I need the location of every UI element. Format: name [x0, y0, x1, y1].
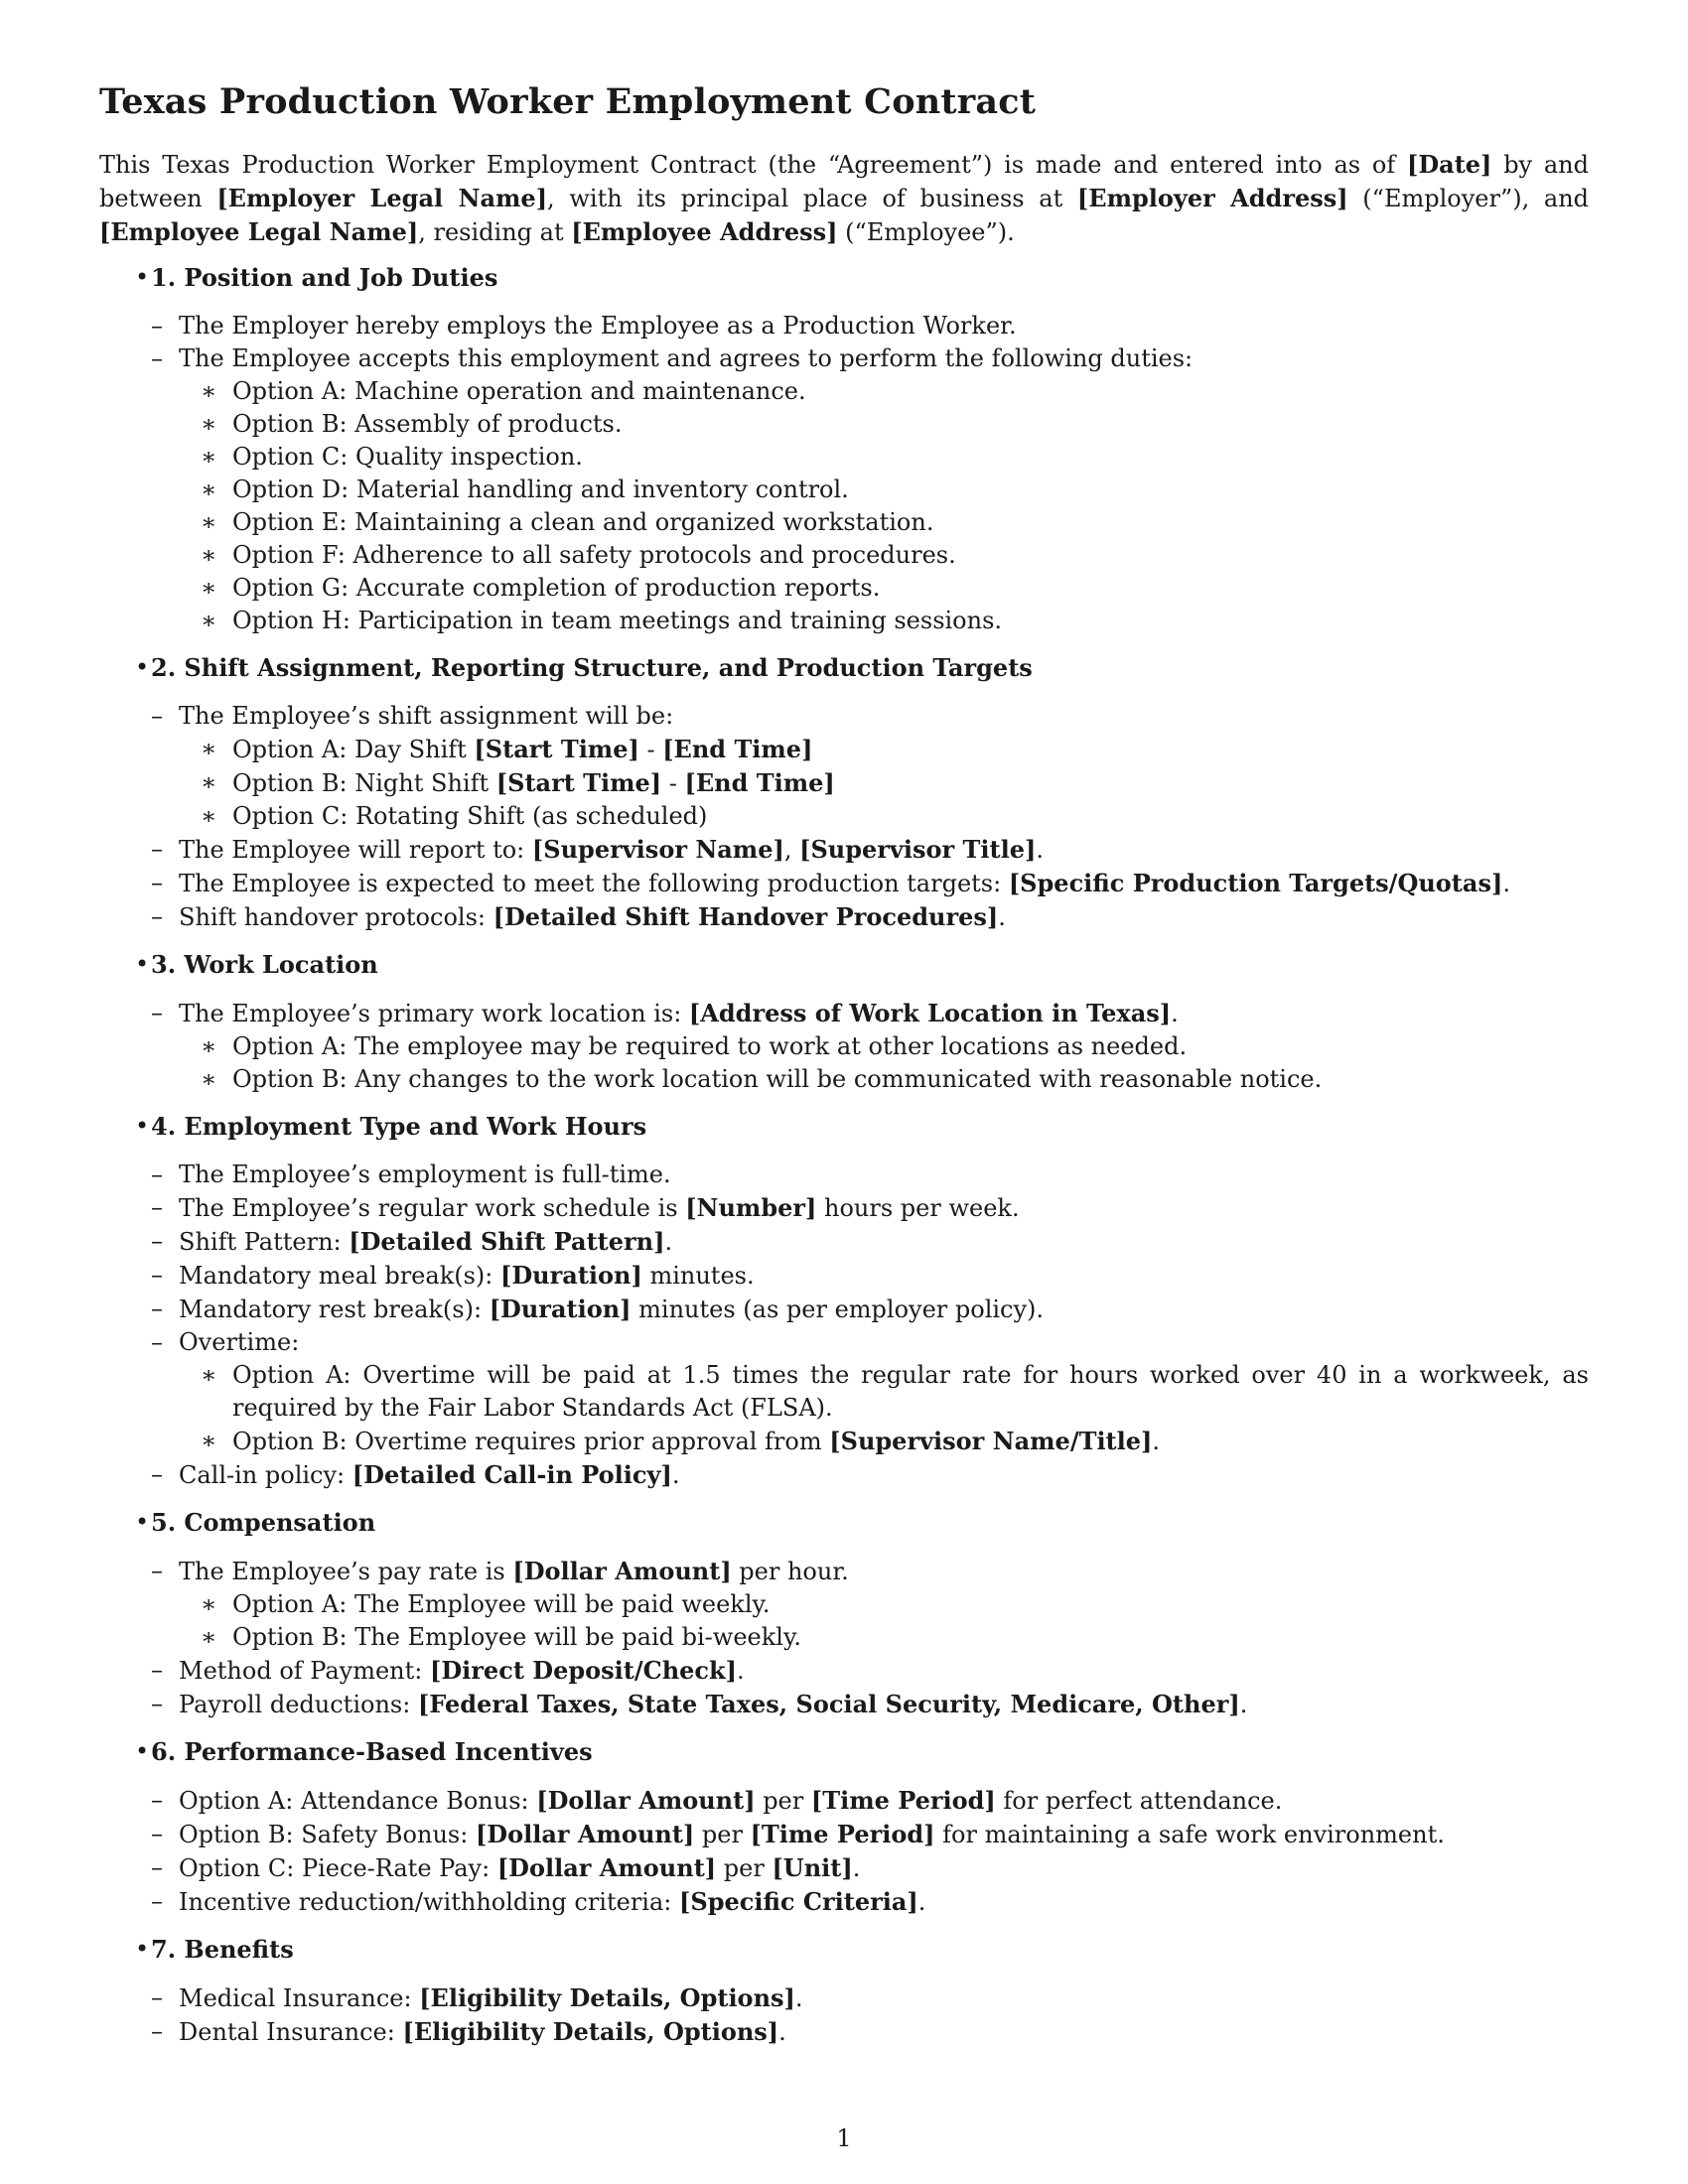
placeholder-field: [Direct Deposit/Check]	[430, 1656, 738, 1685]
option-text	[232, 1590, 771, 1618]
text-run: per	[716, 1854, 773, 1882]
text-run: The Employee’s primary work location is:	[179, 1000, 689, 1027]
option-text	[232, 574, 880, 602]
clause-item	[151, 1458, 1589, 1492]
bullet-icon: •	[135, 1737, 150, 1765]
option-list	[179, 375, 1589, 637]
option-text	[232, 1623, 801, 1651]
option-item	[179, 408, 1589, 441]
text-run: Option A: The Employee will be paid weekly.	[232, 1590, 771, 1618]
option-text	[232, 410, 623, 438]
section	[99, 1735, 1589, 1919]
option-text	[232, 443, 583, 471]
clause-text	[179, 312, 1017, 340]
dash-icon: –	[151, 902, 163, 930]
section-heading: 3. Work Location	[151, 950, 378, 979]
option-item	[179, 375, 1589, 408]
clause-list	[151, 700, 1589, 934]
bullet-icon: •	[135, 950, 150, 978]
clause-list	[151, 1555, 1589, 1721]
bullet-icon: •	[135, 263, 150, 291]
asterisk-icon: ∗	[201, 443, 217, 471]
clause-text	[179, 1888, 925, 1916]
placeholder-field: [Detailed Call-in Policy]	[352, 1460, 672, 1489]
asterisk-icon: ∗	[201, 802, 217, 830]
clause-text	[179, 836, 1044, 864]
placeholder-field: [Address of Work Location in Texas]	[688, 999, 1172, 1027]
placeholder-field: [Specific Criteria]	[679, 1887, 918, 1916]
text-run: Option C: Rotating Shift (as scheduled)	[232, 802, 708, 830]
text-run: per	[694, 1821, 751, 1848]
clause-text	[179, 1328, 299, 1356]
option-text	[232, 802, 707, 830]
text-run: -	[661, 769, 685, 797]
clause-text	[179, 1984, 803, 2012]
asterisk-icon: ∗	[201, 1623, 217, 1651]
dash-icon: –	[151, 1295, 163, 1322]
text-run: .	[1239, 1691, 1248, 1718]
asterisk-icon: ∗	[201, 1590, 217, 1618]
text-run: for perfect attendance.	[995, 1787, 1283, 1815]
clause-text	[179, 1461, 679, 1489]
clause-text	[179, 1657, 745, 1685]
dash-icon: –	[151, 1983, 163, 2011]
dash-icon: –	[151, 1887, 163, 1915]
placeholder-field: [Employee Address]	[571, 217, 838, 246]
option-item	[179, 1359, 1589, 1425]
text-run: Method of Payment:	[179, 1657, 430, 1685]
dash-icon: –	[151, 2017, 163, 2045]
clause-text	[179, 702, 673, 730]
clause-item	[151, 1293, 1589, 1326]
option-item	[179, 800, 1589, 833]
asterisk-icon: ∗	[201, 541, 217, 569]
text-run: .	[1152, 1428, 1161, 1455]
clause-text	[179, 2018, 786, 2046]
clause-item	[151, 1159, 1589, 1191]
clause-item	[151, 1555, 1589, 1654]
asterisk-icon: ∗	[201, 607, 217, 634]
dash-icon: –	[151, 1786, 163, 1814]
text-run: The Employee’s employment is full-time.	[179, 1160, 671, 1188]
bullet-icon: •	[135, 1508, 150, 1536]
asterisk-icon: ∗	[201, 410, 217, 438]
clause-text	[179, 1691, 1247, 1718]
text-run: by and between	[99, 151, 1590, 212]
text-run: Shift handover protocols:	[179, 903, 493, 931]
text-run: The Employee will report to:	[179, 836, 532, 864]
clause-item	[151, 1191, 1589, 1225]
option-text	[232, 1065, 1322, 1093]
option-text	[232, 476, 849, 503]
clause-item	[151, 2015, 1589, 2049]
text-run: Option H: Participation in team meetings and training sessions.	[232, 607, 1003, 634]
placeholder-field: [Time Period]	[750, 1820, 935, 1848]
asterisk-icon: ∗	[201, 377, 217, 405]
clause-item	[151, 1885, 1589, 1919]
text-run: The Employee is expected to meet the following production targets:	[179, 870, 1009, 897]
document-page	[99, 81, 1589, 2063]
bullet-icon: •	[135, 1935, 150, 1963]
placeholder-field: [End Time]	[662, 735, 813, 763]
option-text	[232, 607, 1002, 634]
dash-icon: –	[151, 999, 163, 1026]
option-list	[179, 1588, 1589, 1654]
option-text	[232, 508, 933, 536]
dash-icon: –	[151, 1227, 163, 1255]
option-item	[179, 733, 1589, 766]
text-run: Option A: The employee may be required to work at other locations as needed.	[232, 1032, 1188, 1060]
dash-icon: –	[151, 1328, 163, 1356]
clause-item	[151, 700, 1589, 833]
placeholder-field: [Supervisor Title]	[799, 835, 1037, 864]
clause-item	[151, 1688, 1589, 1721]
option-item	[179, 605, 1589, 637]
placeholder-field: [Eligibility Details, Options]	[402, 2017, 779, 2046]
text-run: for maintaining a safe work environment.	[934, 1821, 1445, 1848]
text-run: Option E: Maintaining a clean and organized workstation.	[232, 508, 934, 536]
option-list	[179, 733, 1589, 833]
text-run: (“Employer”), and	[1347, 185, 1590, 212]
asterisk-icon: ∗	[201, 1065, 217, 1093]
clause-item	[151, 997, 1589, 1096]
section-heading: 2. Shift Assignment, Reporting Structure, and Production Targets	[151, 653, 1033, 682]
clause-item	[151, 1654, 1589, 1688]
section	[99, 1933, 1589, 2049]
placeholder-field: [Detailed Shift Handover Procedures]	[492, 902, 999, 931]
clause-item	[151, 1851, 1589, 1885]
dash-icon: –	[151, 344, 163, 372]
option-text	[232, 736, 812, 763]
asterisk-icon: ∗	[201, 768, 217, 796]
placeholder-field: [Eligibility Details, Options]	[419, 1983, 795, 2012]
dash-icon: –	[151, 869, 163, 896]
text-run: Option A: Attendance Bonus:	[179, 1787, 537, 1815]
text-run: The Employee’s shift assignment will be:	[179, 702, 674, 730]
text-run: Option A: Day Shift	[232, 736, 475, 763]
placeholder-field: [End Time]	[684, 768, 835, 797]
dash-icon: –	[151, 1460, 163, 1488]
text-run: Mandatory rest break(s):	[179, 1296, 490, 1323]
option-text	[232, 1361, 1589, 1422]
text-run: Option D: Material handling and inventory control.	[232, 476, 849, 503]
placeholder-field: [Start Time]	[474, 735, 639, 763]
page-number: 1	[836, 2124, 852, 2152]
placeholder-field: [Specific Production Targets/Quotas]	[1008, 869, 1503, 897]
section-heading: 1. Position and Job Duties	[151, 263, 498, 292]
option-item	[179, 1588, 1589, 1621]
section-heading: 4. Employment Type and Work Hours	[151, 1112, 647, 1141]
text-run: , residing at	[418, 218, 572, 246]
clause-item	[151, 1818, 1589, 1851]
dash-icon: –	[151, 1261, 163, 1289]
section-heading: 7. Benefits	[151, 1935, 294, 1964]
clause-text	[179, 1558, 849, 1585]
text-run: hours per week.	[816, 1194, 1020, 1222]
clause-list	[151, 1981, 1589, 2049]
clause-text	[179, 1000, 1179, 1027]
text-run: minutes.	[641, 1262, 755, 1290]
placeholder-field: [Time Period]	[810, 1786, 996, 1815]
clause-list	[151, 1784, 1589, 1919]
text-run: .	[1171, 1000, 1179, 1027]
clause-item	[151, 1784, 1589, 1818]
option-item	[179, 766, 1589, 800]
dash-icon: –	[151, 1853, 163, 1881]
text-run: Dental Insurance:	[179, 2018, 403, 2046]
text-run: (“Employee”).	[837, 218, 1015, 246]
option-item	[179, 506, 1589, 539]
option-list	[179, 1359, 1589, 1458]
placeholder-field: [Employee Legal Name]	[99, 217, 419, 246]
placeholder-field: [Federal Taxes, State Taxes, Social Security, Medicare, Other]	[417, 1690, 1240, 1718]
clause-item	[151, 342, 1589, 637]
text-run: .	[917, 1888, 926, 1916]
text-run: .	[664, 1228, 673, 1256]
placeholder-field: [Duration]	[489, 1295, 632, 1323]
option-item	[179, 474, 1589, 506]
section	[99, 948, 1589, 1096]
text-run: The Employee accepts this employment and agrees to perform the following duties:	[179, 344, 1194, 372]
placeholder-field: [Dollar Amount]	[536, 1786, 756, 1815]
option-item	[179, 1621, 1589, 1654]
text-run: per hour.	[731, 1558, 849, 1585]
option-list	[179, 1030, 1589, 1096]
clause-item	[151, 867, 1589, 900]
clause-text	[179, 1821, 1445, 1848]
text-run: Option C: Quality inspection.	[232, 443, 583, 471]
bullet-icon: •	[135, 653, 150, 681]
asterisk-icon: ∗	[201, 735, 217, 762]
option-item	[179, 1425, 1589, 1458]
placeholder-field: [Duration]	[500, 1261, 642, 1290]
text-run: Option F: Adherence to all safety protocols and procedures.	[232, 541, 956, 569]
placeholder-field: [Dollar Amount]	[475, 1820, 695, 1848]
placeholder-field: [Detailed Shift Pattern]	[349, 1227, 665, 1256]
asterisk-icon: ∗	[201, 1361, 217, 1389]
option-item	[179, 1063, 1589, 1096]
text-run: Overtime:	[179, 1328, 300, 1356]
clause-item	[151, 1225, 1589, 1259]
text-run: Option C: Piece-Rate Pay:	[179, 1854, 497, 1882]
clause-text	[179, 1787, 1282, 1815]
dash-icon: –	[151, 1820, 163, 1847]
clause-item	[151, 1326, 1589, 1458]
intro-paragraph	[99, 148, 1589, 249]
clause-item	[151, 1981, 1589, 2015]
asterisk-icon: ∗	[201, 1032, 217, 1060]
option-item	[179, 572, 1589, 605]
section	[99, 1506, 1589, 1721]
clause-text	[179, 1262, 755, 1290]
option-item	[179, 441, 1589, 474]
clause-text	[179, 870, 1510, 897]
section-heading: 6. Performance-Based Incentives	[151, 1737, 593, 1766]
text-run: Option G: Accurate completion of production reports.	[232, 574, 881, 602]
placeholder-field: [Employer Address]	[1076, 184, 1348, 212]
placeholder-field: [Supervisor Name/Title]	[829, 1427, 1153, 1455]
option-item	[179, 1030, 1589, 1063]
text-run: .	[1502, 870, 1510, 897]
placeholder-field: [Date]	[1406, 150, 1492, 179]
text-run: .	[852, 1854, 861, 1882]
dash-icon: –	[151, 1690, 163, 1717]
asterisk-icon: ∗	[201, 1427, 217, 1454]
section	[99, 1110, 1589, 1492]
placeholder-field: [Number]	[685, 1193, 817, 1222]
text-run: The Employer hereby employs the Employee as a Production Worker.	[179, 312, 1017, 340]
option-text	[232, 377, 806, 405]
option-text	[232, 769, 835, 797]
dash-icon: –	[151, 1656, 163, 1684]
text-run: .	[998, 903, 1006, 931]
text-run: Option B: Any changes to the work location will be communicated with reasonable notice.	[232, 1065, 1323, 1093]
text-run: , with its principal place of business at	[547, 185, 1077, 212]
text-run: .	[794, 1984, 803, 2012]
clause-item	[151, 310, 1589, 342]
text-run: .	[1036, 836, 1044, 864]
clause-item	[151, 833, 1589, 867]
dash-icon: –	[151, 312, 163, 340]
text-run: ,	[783, 836, 800, 864]
text-run: minutes (as per employer policy).	[631, 1296, 1045, 1323]
text-run: Option B: Overtime requires prior approval from	[232, 1428, 830, 1455]
text-run: This Texas Production Worker Employment Contract (the “Agreement”) is made and entered into as of	[99, 151, 1407, 179]
text-run: Option A: Overtime will be paid at 1.5 times the regular rate for hours worked over 40 in a workweek, as required by the Fair Labor Standards Act (FLSA).	[232, 1361, 1589, 1422]
clause-text	[179, 344, 1193, 372]
dash-icon: –	[151, 1193, 163, 1221]
text-run: Option B: Assembly of products.	[232, 410, 623, 438]
placeholder-field: [Employer Legal Name]	[216, 184, 548, 212]
text-run: Mandatory meal break(s):	[179, 1262, 500, 1290]
text-run: .	[737, 1657, 745, 1685]
text-run: -	[638, 736, 663, 763]
asterisk-icon: ∗	[201, 574, 217, 602]
text-run: Medical Insurance:	[179, 1984, 420, 2012]
dash-icon: –	[151, 702, 163, 730]
asterisk-icon: ∗	[201, 476, 217, 503]
placeholder-field: [Unit]	[772, 1853, 853, 1882]
asterisk-icon: ∗	[201, 508, 217, 536]
text-run: .	[778, 2018, 786, 2046]
clause-item	[151, 900, 1589, 934]
text-run: per	[755, 1787, 811, 1815]
clause-item	[151, 1259, 1589, 1293]
placeholder-field: [Dollar Amount]	[512, 1557, 732, 1585]
text-run: Option B: The Employee will be paid bi-weekly.	[232, 1623, 801, 1651]
dash-icon: –	[151, 1160, 163, 1188]
placeholder-field: [Dollar Amount]	[496, 1853, 717, 1882]
text-run: .	[671, 1461, 680, 1489]
clause-text	[179, 1296, 1044, 1323]
text-run: Option A: Machine operation and maintenance.	[232, 377, 806, 405]
option-item	[179, 539, 1589, 572]
text-run: Call-in policy:	[179, 1461, 352, 1489]
dash-icon: –	[151, 835, 163, 863]
text-run: The Employee’s pay rate is	[179, 1558, 513, 1585]
clause-text	[179, 1854, 860, 1882]
section-heading: 5. Compensation	[151, 1508, 376, 1537]
clause-text	[179, 1228, 672, 1256]
option-text	[232, 541, 956, 569]
text-run: Option B: Safety Bonus:	[179, 1821, 476, 1848]
clause-list	[151, 997, 1589, 1096]
option-text	[232, 1032, 1187, 1060]
sections-list	[99, 261, 1589, 2049]
clause-text	[179, 1194, 1020, 1222]
document-title: Texas Production Worker Employment Contract	[99, 81, 1037, 122]
dash-icon: –	[151, 1557, 163, 1584]
placeholder-field: [Start Time]	[495, 768, 662, 797]
section	[99, 651, 1589, 934]
text-run: Incentive reduction/withholding criteria:	[179, 1888, 679, 1916]
placeholder-field: [Supervisor Name]	[531, 835, 784, 864]
text-run: Shift Pattern:	[179, 1228, 350, 1256]
clause-list	[151, 1159, 1589, 1492]
text-run: The Employee’s regular work schedule is	[179, 1194, 686, 1222]
clause-text	[179, 1160, 671, 1188]
option-text	[232, 1428, 1160, 1455]
text-run: Payroll deductions:	[179, 1691, 418, 1718]
section	[99, 261, 1589, 637]
clause-list	[151, 310, 1589, 637]
text-run: Option B: Night Shift	[232, 769, 496, 797]
clause-text	[179, 903, 1006, 931]
bullet-icon: •	[135, 1112, 150, 1140]
